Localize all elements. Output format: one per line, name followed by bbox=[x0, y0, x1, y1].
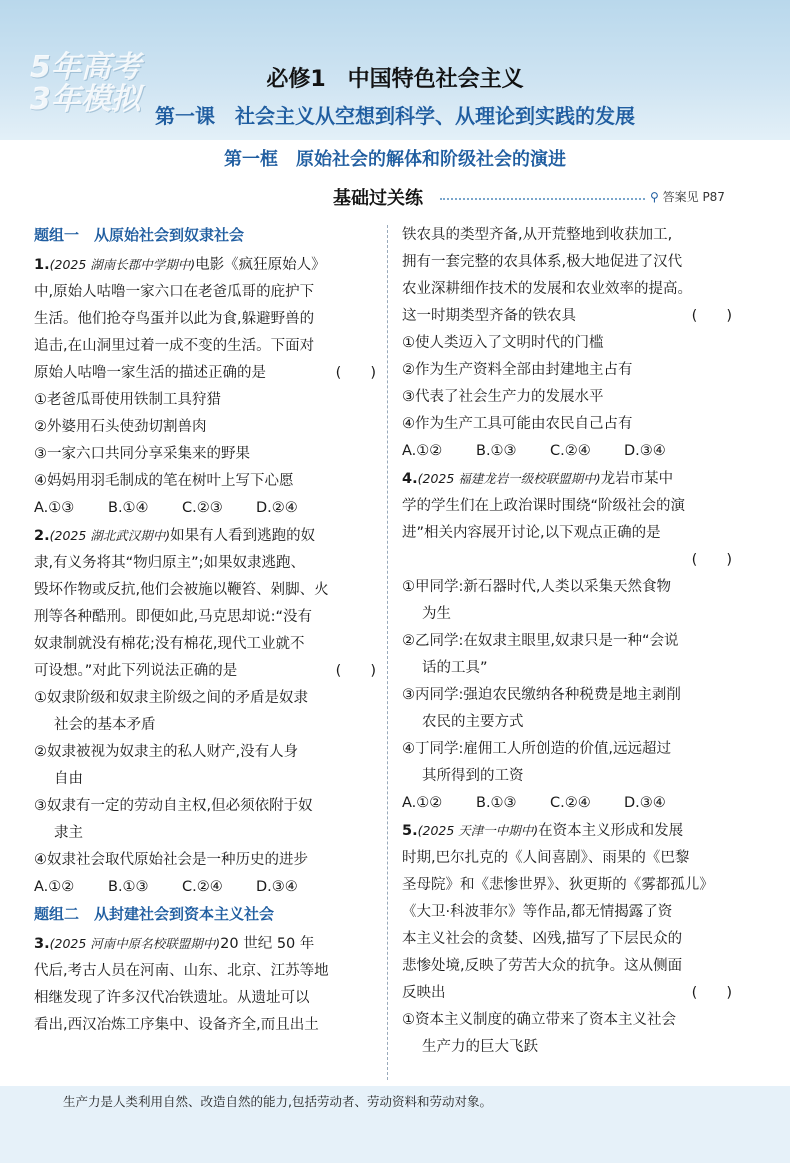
choices: A.①② B.①③ C.②④ D.③④ bbox=[402, 443, 666, 459]
option-cont: 社会的基本矛盾 bbox=[54, 717, 156, 733]
option: ②外婆用石头使劲切割兽肉 bbox=[34, 419, 207, 435]
option: ③奴隶有一定的劳动自主权,但必须依附于奴 bbox=[34, 798, 313, 814]
option: ④丁同学:雇佣工人所创造的价值,远远超过 bbox=[402, 741, 671, 757]
choices: A.①② B.①③ C.②④ D.③④ bbox=[402, 795, 666, 811]
question-3-continued: 铁农具的类型齐备,从开荒整地到收获加工, 拥有一套完整的农具体系,极大地促进了汉代 农业深耕细作技术的发展和农业效率的提高。 这一时期类型齐备的铁农具 ( ) ①使人类迈入了文明时代的门槛 ②作为生产资料全部由封建地主占有 ③代表了社会生产力的发展水平 ④作为生产工具可能由农民自己占有 A.①② B.①③ C.②④ D.③④ bbox=[402, 222, 732, 465]
lesson-title: 第一课 社会主义从空想到科学、从理论到实践的发展 bbox=[155, 104, 635, 128]
question-3: 3.(2025 河南中原名校联盟期中)20 世纪 50 年 代后,考古人员在河南、山东、北京、江苏等地 相继发现了许多汉代冶铁遗址。从遗址可以 看出,西汉冶炼工序集中、设备齐全,而且出土 bbox=[34, 936, 329, 1033]
option: ④妈妈用羽毛制成的笔在树叶上写下心愿 bbox=[34, 473, 294, 489]
frame-title: 第一框 原始社会的解体和阶级社会的演进 bbox=[224, 149, 566, 170]
question-4: 4.(2025 福建龙岩一级校联盟期中)龙岩市某中 学的学生们在上政治课时围绕“阶级社会的演 进”相关内容展开讨论,以下观点正确的是 ( ) ①甲同学:新石器时代,人类以采集天然食物 为生 ②乙同学:在奴隶主眼里,奴隶只是一种“会说 话的工具” ③丙同学:强迫农民缴纳各种税费是地主剥削 农民的主要方式 ④丁同学:雇佣工人所创造的价值,远远超过 其所得到的工资 A.①② B.①③ C.②④ D.③④ bbox=[402, 465, 732, 817]
option: ①甲同学:新石器时代,人类以采集天然食物 bbox=[402, 579, 671, 595]
left-column bbox=[34, 222, 376, 1039]
answer-reference: ⚲ 答案见 P87 bbox=[650, 190, 725, 204]
brand-logo: 5年高考 3年模拟 bbox=[30, 50, 141, 117]
column-divider bbox=[387, 225, 388, 1080]
question-1: 1.(2025 湖南长郡中学期中)电影《疯狂原始人》 中,原始人咕噜一家六口在老爸瓜哥的庇护下 生活。他们抢夺鸟蛋并以此为食,躲避野兽的 追击,在山洞里过着一成不变的生活。下面对 原始人咕噜一家生活的描述正确的是 ( ) ①老爸瓜哥使用铁制工具狩猎 ②外婆用石头使劲切割兽肉 ③一家六口共同分享采集来的野果 ④妈妈用羽毛制成的笔在树叶上写下心愿 A.①③ B.①④ C.②③ D.②④ bbox=[34, 251, 376, 522]
answer-blank[interactable]: ( ) bbox=[335, 365, 376, 381]
option-cont: 其所得到的工资 bbox=[422, 768, 524, 784]
section-divider bbox=[440, 198, 645, 200]
option: ④作为生产工具可能由农民自己占有 bbox=[402, 416, 633, 432]
answer-blank[interactable]: ( ) bbox=[335, 663, 376, 679]
answer-blank[interactable]: ( ) bbox=[691, 985, 732, 1001]
option: ②作为生产资料全部由封建地主占有 bbox=[402, 362, 633, 378]
group-heading-1: 题组一 从原始社会到奴隶社会 bbox=[34, 226, 245, 244]
question-5: 5.(2025 天津一中期中)在资本主义形成和发展 时期,巴尔扎克的《人间喜剧》、雨果的《巴黎 圣母院》和《悲惨世界》、狄更斯的《雾都孤儿》 《大卫·科波菲尔》等作品,都无情揭露了资 本主义社会的贪婪、凶残,描写了下层民众的 悲惨处境,反映了劳苦大众的抗争。这从侧面 反映出 ( ) ①资本主义制度的确立带来了资本主义社会 生产力的巨大飞跃 bbox=[402, 817, 732, 1061]
option-cont: 隶主 bbox=[54, 825, 83, 841]
option: ①资本主义制度的确立带来了资本主义社会 bbox=[402, 1012, 676, 1028]
option: ②乙同学:在奴隶主眼里,奴隶只是一种“会说 bbox=[402, 633, 679, 649]
choices: A.①③ B.①④ C.②③ D.②④ bbox=[34, 500, 298, 516]
option-cont: 自由 bbox=[54, 771, 83, 787]
book-title: 必修1 中国特色社会主义 bbox=[266, 67, 524, 92]
option: ②奴隶被视为奴隶主的私人财产,没有人身 bbox=[34, 744, 299, 760]
section-bar bbox=[0, 184, 790, 212]
option-cont: 为生 bbox=[422, 606, 451, 622]
section-label: 基础过关练 bbox=[333, 188, 423, 209]
group-heading-2: 题组二 从封建社会到资本主义社会 bbox=[34, 905, 275, 923]
footer-note: 生产力是人类利用自然、改造自然的能力,包括劳动者、劳动资料和劳动对象。 bbox=[63, 1094, 492, 1109]
search-icon: ⚲ bbox=[650, 190, 659, 204]
option: ①奴隶阶级和奴隶主阶级之间的矛盾是奴隶 bbox=[34, 690, 308, 706]
option: ④奴隶社会取代原始社会是一种历史的进步 bbox=[34, 852, 308, 868]
answer-blank[interactable]: ( ) bbox=[691, 552, 732, 568]
option-cont: 话的工具” bbox=[422, 660, 488, 676]
option: ①老爸瓜哥使用铁制工具狩猎 bbox=[34, 392, 221, 408]
option-cont: 农民的主要方式 bbox=[422, 714, 524, 730]
option: ③代表了社会生产力的发展水平 bbox=[402, 389, 604, 405]
answer-blank[interactable]: ( ) bbox=[691, 308, 732, 324]
option: ①使人类迈入了文明时代的门槛 bbox=[402, 335, 604, 351]
option-cont: 生产力的巨大飞跃 bbox=[422, 1039, 538, 1055]
right-column bbox=[402, 222, 732, 1061]
option: ③一家六口共同分享采集来的野果 bbox=[34, 446, 250, 462]
choices: A.①② B.①③ C.②④ D.③④ bbox=[34, 879, 298, 895]
question-2: 2.(2025 湖北武汉期中)如果有人看到逃跑的奴 隶,有义务将其“物归原主”;如果奴隶逃跑、 毁坏作物或反抗,他们会被施以鞭笞、剁脚、火 刑等各种酷刑。即便如此,马克思却说:“没有 奴隶制就没有棉花;没有棉花,现代工业就不 可设想。”对此下列说法正确的是 ( ) ①奴隶阶级和奴隶主阶级之间的矛盾是奴隶 社会的基本矛盾 ②奴隶被视为奴隶主的私人财产,没有人身 自由 ③奴隶有一定的劳动自主权,但必须依附于奴 隶主 ④奴隶社会取代原始社会是一种历史的进步 A.①② B.①③ C.②④ D.③④ bbox=[34, 522, 376, 901]
option: ③丙同学:强迫农民缴纳各种税费是地主剥削 bbox=[402, 687, 681, 703]
